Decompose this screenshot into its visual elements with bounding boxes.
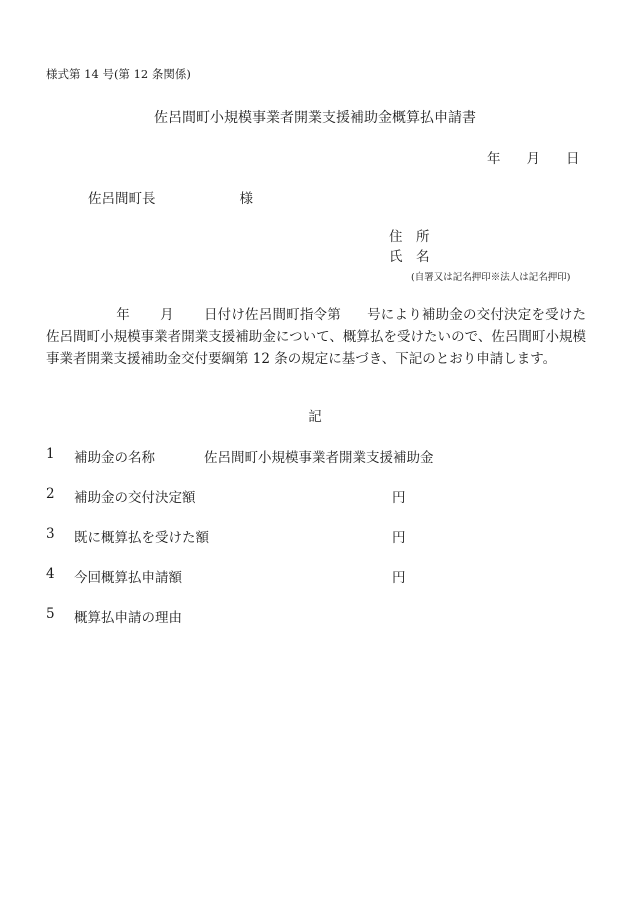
- addressee: [88, 187, 253, 207]
- item-label: 補助金の交付決定額: [74, 490, 196, 506]
- item-number: 4: [46, 566, 55, 582]
- name-label: 氏 名: [389, 249, 430, 265]
- item-label: 今回概算払申請額: [74, 570, 182, 586]
- item-already-paid: [46, 526, 546, 546]
- application-body: [46, 304, 586, 370]
- item-decision-amount: [46, 486, 546, 506]
- ki-heading: 記: [308, 409, 322, 425]
- item-number: 5: [46, 606, 55, 622]
- body-month: 月: [159, 307, 174, 323]
- body-part1: 日付け佐呂間町指令第: [203, 307, 341, 323]
- date-month-label: 月: [526, 151, 540, 167]
- form-number: 様式第 14 号(第 12 条関係): [46, 67, 191, 81]
- item-unit: 円: [392, 490, 406, 506]
- signature-note: (自署又は記名押印※法人は記名押印): [411, 272, 571, 283]
- addressee-name: 佐呂間町長: [88, 191, 156, 207]
- addressee-honorific: 様: [239, 191, 253, 207]
- item-request-amount: [46, 566, 546, 586]
- item-number: 2: [46, 486, 55, 502]
- date-line: [487, 147, 580, 167]
- item-label: 補助金の名称: [74, 450, 155, 466]
- item-label: 既に概算払を受けた額: [74, 530, 209, 546]
- item-reason: [46, 606, 204, 626]
- body-year: 年: [116, 307, 130, 323]
- item-subsidy-name: [46, 446, 434, 466]
- document-title: 佐呂間町小規模事業者開業支援補助金概算払申請書: [154, 110, 476, 126]
- item-unit: 円: [392, 530, 406, 546]
- applicant-block: [389, 227, 430, 267]
- item-number: 1: [46, 446, 55, 462]
- item-number: 3: [46, 526, 55, 542]
- item-unit: 円: [392, 570, 406, 586]
- date-year-label: 年: [487, 151, 501, 167]
- date-day-label: 日: [566, 151, 580, 167]
- item-value: 佐呂間町小規模事業者開業支援補助金: [204, 450, 434, 466]
- item-label: 概算払申請の理由: [74, 610, 182, 626]
- body-part2: 号により補助金の交付決定を受けた佐呂間町小規模事業者開業支援補助金について、概算払を受けたいので、佐呂間町小規模事業者開業支援補助金交付要綱第 12 条の規定に基づき、下記のとおり申請します。: [46, 307, 587, 367]
- address-label: 住 所: [389, 229, 430, 245]
